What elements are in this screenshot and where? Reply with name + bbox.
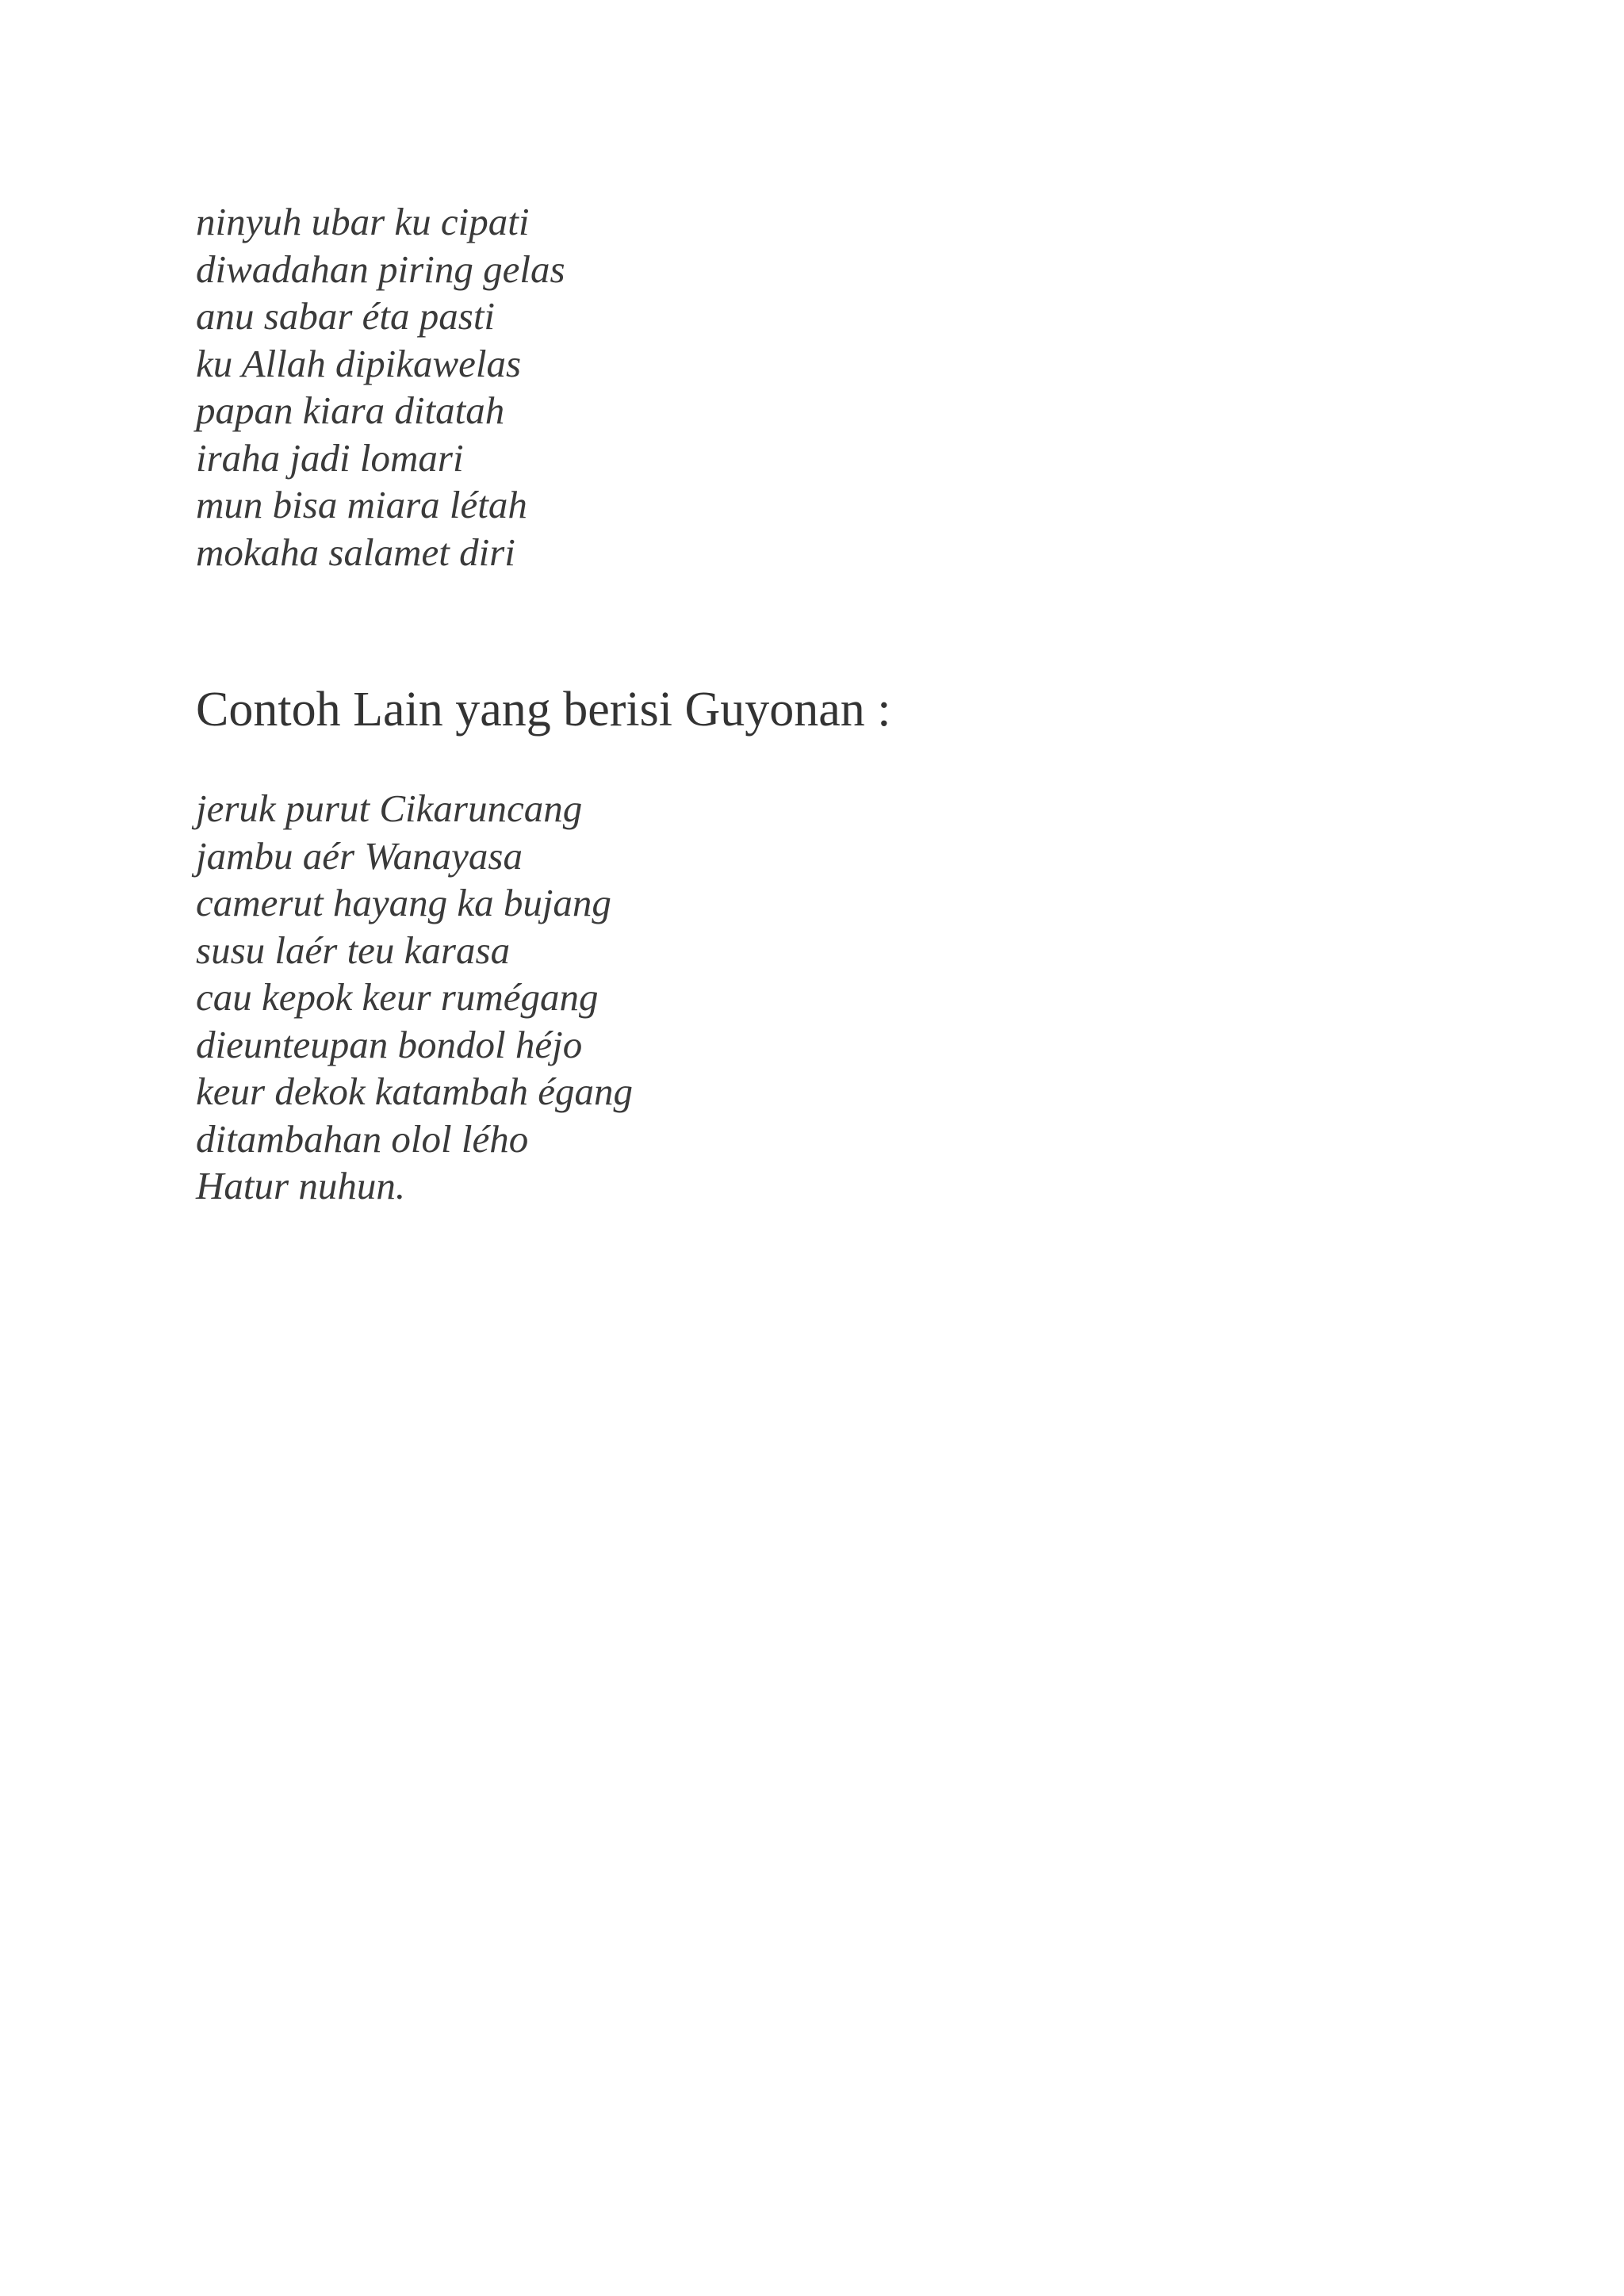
poem-line: ditambahan olol lého xyxy=(196,1116,529,1161)
poem-stanza-1 xyxy=(196,198,565,576)
poem-line: iraha jadi lomari xyxy=(196,435,464,480)
poem-line: jambu aér Wanayasa xyxy=(196,833,523,878)
poem-line: dieunteupan bondol héjo xyxy=(196,1022,583,1066)
section-heading: Contoh Lain yang berisi Guyonan : xyxy=(196,683,891,737)
poem-line: diwadahan piring gelas xyxy=(196,247,565,291)
poem-stanza-2 xyxy=(196,785,633,1210)
poem-line: mokaha salamet diri xyxy=(196,530,515,574)
poem-line: camerut hayang ka bujang xyxy=(196,881,611,924)
poem-line: cau kepok keur rumégang xyxy=(196,975,599,1019)
poem-line: susu laér teu karasa xyxy=(196,928,511,972)
closing-line: Hatur nuhun. xyxy=(196,1164,406,1207)
poem-line: jeruk purut Cikaruncang xyxy=(196,786,583,830)
poem-line: mun bisa miara létah xyxy=(196,483,527,526)
poem-line: ku Allah dipikawelas xyxy=(196,341,522,385)
poem-line: ninyuh ubar ku cipati xyxy=(196,200,530,243)
poem-line: anu sabar éta pasti xyxy=(196,294,496,338)
poem-line: keur dekok katambah égang xyxy=(196,1070,634,1113)
poem-line: papan kiara ditatah xyxy=(196,388,505,432)
